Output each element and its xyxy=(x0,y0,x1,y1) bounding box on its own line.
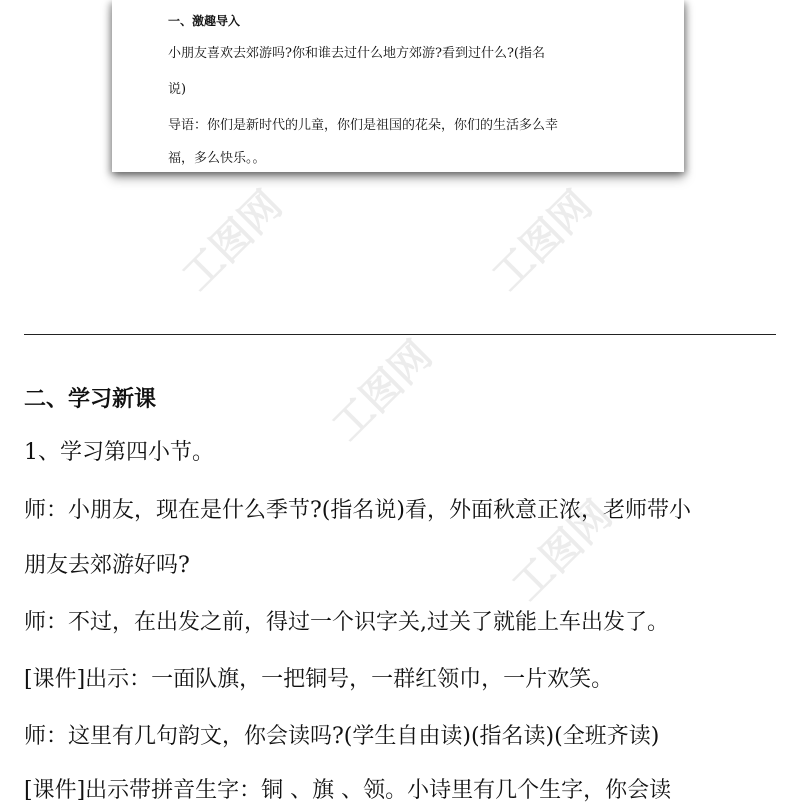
card-heading: 一、激趣导入 xyxy=(168,14,241,28)
card-paragraph-line: 导语：你们是新时代的儿童，你们是祖国的花朵，你们的生活多么幸 xyxy=(168,118,559,133)
section-divider xyxy=(24,334,776,335)
body-line: [课件]出示：一面队旗，一把铜号，一群红领巾，一片欢笑。 xyxy=(24,667,614,692)
watermark: 工图网 xyxy=(173,182,292,300)
body-line: 1、学习第四小节。 xyxy=(24,440,214,465)
card-paragraph-line: 福，多么快乐。。 xyxy=(168,151,266,166)
body-line: [课件]出示带拼音生字：铜 、旗 、领。小诗里有几个生字，你会读 xyxy=(24,778,672,803)
watermark: 工图网 xyxy=(323,332,442,450)
body-line: 师：不过，在出发之前，得过一个识字关,过关了就能上车出发了。 xyxy=(24,610,669,635)
body-line: 师：这里有几句韵文，你会读吗?(学生自由读)(指名读)(全班齐读) xyxy=(24,724,660,749)
card-paragraph-line: 小朋友喜欢去郊游吗?你和谁去过什么地方郊游?看到过什么?(指名 xyxy=(168,46,545,61)
section-title: 二、学习新课 xyxy=(24,387,157,412)
watermark: 工图网 xyxy=(503,492,622,610)
body-line: 师：小朋友，现在是什么季节?(指名说)看，外面秋意正浓，老师带小 xyxy=(24,498,691,523)
watermark: 工图网 xyxy=(483,182,602,300)
card-paragraph-line: 说) xyxy=(168,82,187,97)
document-preview-card xyxy=(112,0,684,172)
body-line: 朋友去郊游好吗? xyxy=(24,553,190,578)
